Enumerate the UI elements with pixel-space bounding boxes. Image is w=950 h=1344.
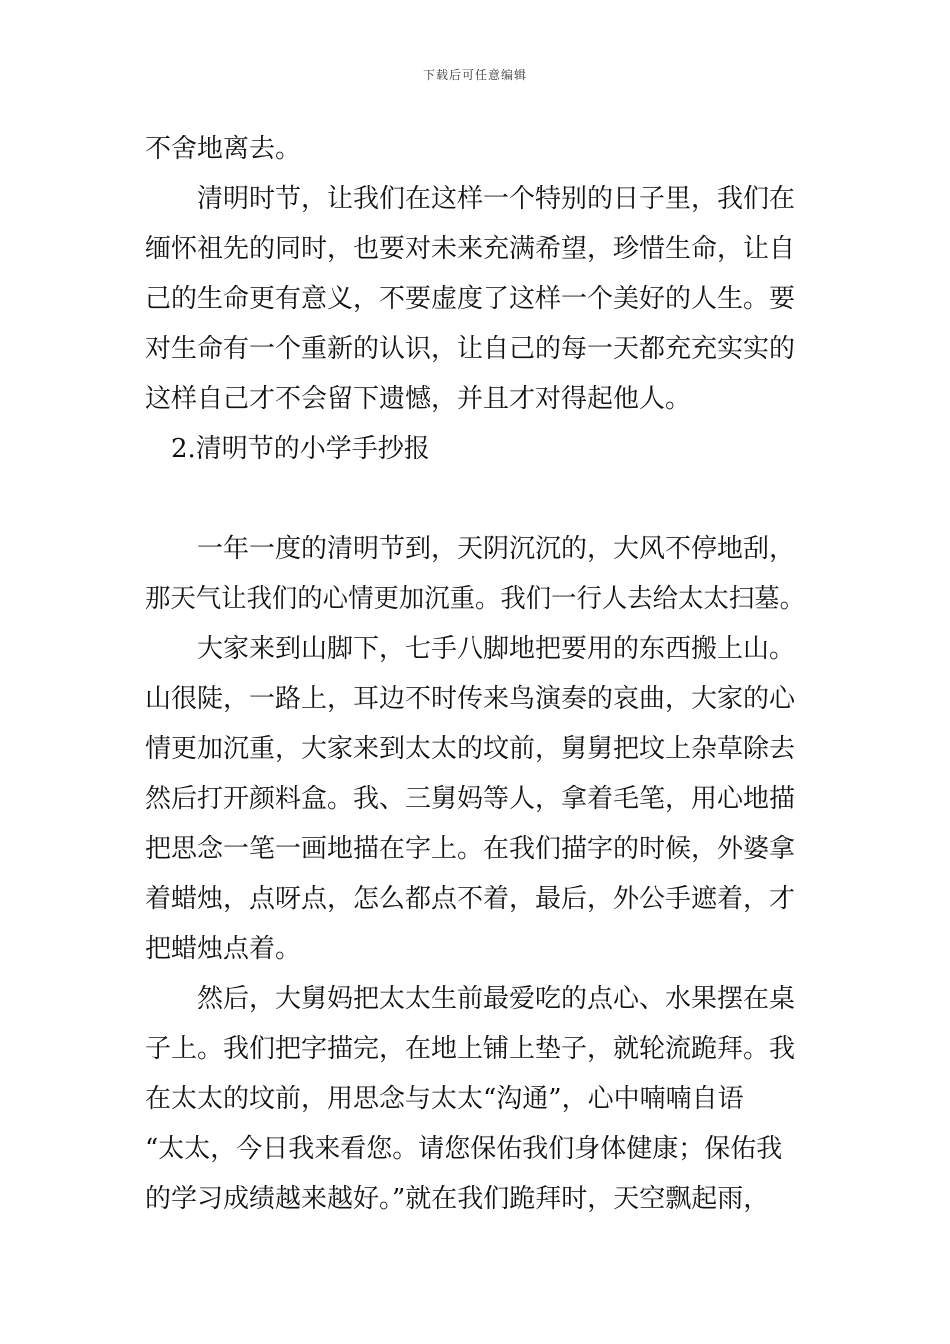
text-line: 对生命有一个重新的认识，让自己的每一天都充充实实的: [145, 334, 796, 364]
section-heading: 2.清明节的小学手抄报: [171, 434, 430, 464]
text-line: 的学习成绩越来越好。”就在我们跪拜时，天空飘起雨，: [145, 1184, 770, 1214]
text-line: 清明时节，让我们在这样一个特别的日子里，我们在: [197, 184, 796, 214]
text-line: 然后，大舅妈把太太生前最爱吃的点心、水果摆在桌: [197, 984, 796, 1014]
text-line: 然后打开颜料盒。我、三舅妈等人，拿着毛笔，用心地描: [145, 784, 796, 814]
text-line: 着蜡烛，点呀点，怎么都点不着，最后，外公手遮着，才: [145, 884, 796, 914]
text-line: 子上。我们把字描完，在地上铺上垫子，就轮流跪拜。我: [145, 1034, 796, 1064]
text-line: 把思念一笔一画地描在字上。在我们描字的时候，外婆拿: [145, 834, 796, 864]
text-line: 缅怀祖先的同时，也要对未来充满希望，珍惜生命，让自: [145, 234, 796, 264]
page-header: 下载后可任意编辑: [422, 68, 527, 82]
text-line: 这样自己才不会留下遗憾，并且才对得起他人。: [145, 384, 692, 414]
text-line: 大家来到山脚下，七手八脚地把要用的东西搬上山。: [197, 634, 796, 664]
text-line: 那天气让我们的心情更加沉重。我们一行人去给太太扫墓。: [145, 584, 805, 614]
text-line: 一年一度的清明节到，天阴沉沉的，大风不停地刮，: [197, 534, 796, 564]
text-line: 情更加沉重，大家来到太太的坟前，舅舅把坟上杂草除去: [145, 734, 796, 764]
text-line: 己的生命更有意义，不要虚度了这样一个美好的人生。要: [145, 284, 796, 314]
text-line: 山很陡，一路上，耳边不时传来鸟演奏的哀曲，大家的心: [145, 684, 796, 714]
text-line: 在太太的坟前，用思念与太太“沟通”，心中喃喃自语: [145, 1084, 744, 1114]
text-line: 不舍地离去。: [145, 134, 302, 164]
text-line: 把蜡烛点着。: [145, 934, 302, 964]
text-line: “太太，今日我来看您。请您保佑我们身体健康；保佑我: [145, 1134, 783, 1164]
